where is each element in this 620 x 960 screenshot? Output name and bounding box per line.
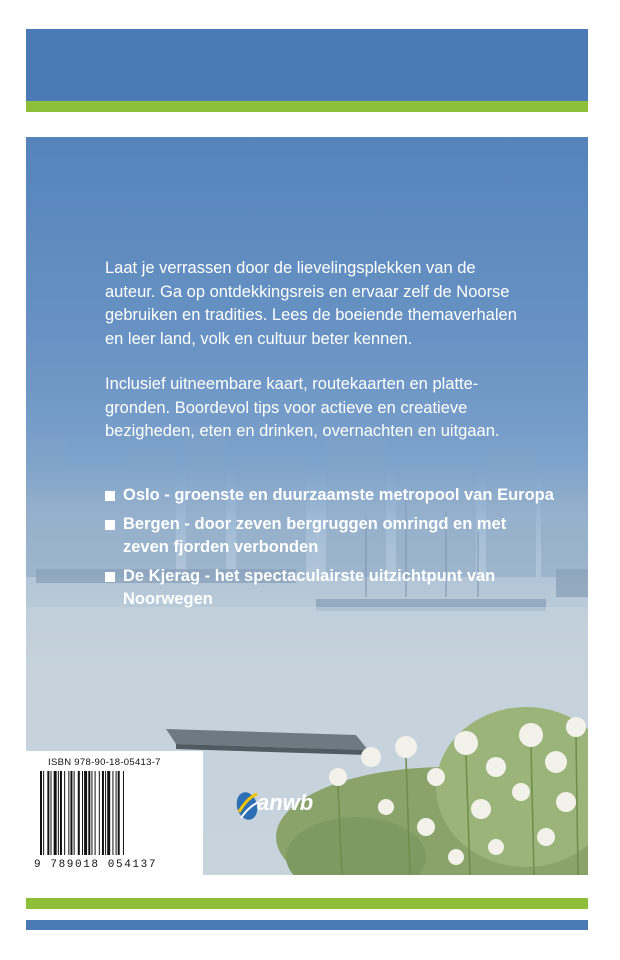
barcode-bar [84, 771, 87, 855]
barcode-bar [118, 771, 120, 855]
intro-line: gebruiken en tradities. Lees de boeiende themaverhalen [105, 306, 517, 324]
barcode-bar [47, 771, 49, 855]
includes-line: bezigheden, eten en drinken, overnachten en uitgaan. [105, 422, 500, 440]
isbn-label: ISBN 978-90-18-05413-7 [48, 757, 161, 768]
barcode-bar [58, 771, 59, 855]
intro-paragraph [105, 257, 545, 351]
list-item [105, 513, 555, 560]
barcode-bar [70, 771, 72, 855]
barcode-bar [51, 771, 52, 855]
logo-text: anwb [257, 790, 314, 815]
highlight-text: Bergen - door zeven bergruggen omringd en met zeven fjorden verbonden [123, 514, 507, 556]
includes-line: Inclusief uitneembare kaart, routekaarten en platte- [105, 375, 479, 393]
barcode-bar [95, 771, 96, 855]
square-bullet-icon [105, 491, 115, 501]
includes-paragraph [105, 373, 545, 444]
top-green-stripe [26, 101, 588, 112]
barcode-bar [40, 771, 42, 855]
top-color-band [26, 29, 588, 101]
barcode [26, 751, 203, 878]
barcode-bar [123, 771, 124, 855]
barcode-bar [91, 771, 92, 855]
square-bullet-icon [105, 520, 115, 530]
description-text [105, 257, 545, 466]
list-item [105, 484, 555, 508]
barcode-bar [105, 771, 106, 855]
barcode-bars [40, 771, 190, 861]
square-bullet-icon [105, 572, 115, 582]
barcode-bar [112, 771, 113, 855]
barcode-bar [99, 771, 100, 855]
barcode-bar [74, 771, 75, 855]
intro-line: auteur. Ga op ontdekkingsreis en ervaar zelf de Noorse [105, 282, 510, 301]
barcode-bar [88, 771, 90, 855]
barcode-bar [43, 771, 44, 855]
includes-line: gronden. Boordevol tips voor actieve en creatieve [105, 398, 468, 417]
barcode-bar [60, 771, 62, 855]
intro-line: en leer land, volk en cultuur beter kennen. [105, 329, 413, 348]
barcode-bar [68, 771, 69, 855]
barcode-bar [64, 771, 65, 855]
barcode-bar [102, 771, 104, 855]
highlights-list [105, 484, 555, 617]
bottom-color-band [26, 920, 588, 930]
barcode-bar [78, 771, 80, 855]
highlight-text: De Kjerag - het spectaculairste uitzichtpunt van Noorwegen [123, 566, 496, 608]
intro-line: Laat je verrassen door de lievelingsplekken van de [105, 259, 476, 277]
highlight-text: Oslo - groenste en duurzaamste metropool van Europa [123, 486, 554, 504]
barcode-bar [116, 771, 117, 855]
barcode-bar [107, 771, 110, 855]
barcode-bar [54, 771, 57, 855]
bottom-green-stripe [26, 898, 588, 909]
list-item [105, 565, 555, 612]
ean-digits: 9 789018 054137 [34, 859, 158, 871]
anwb-logo [235, 780, 325, 826]
barcode-bar [82, 771, 83, 855]
